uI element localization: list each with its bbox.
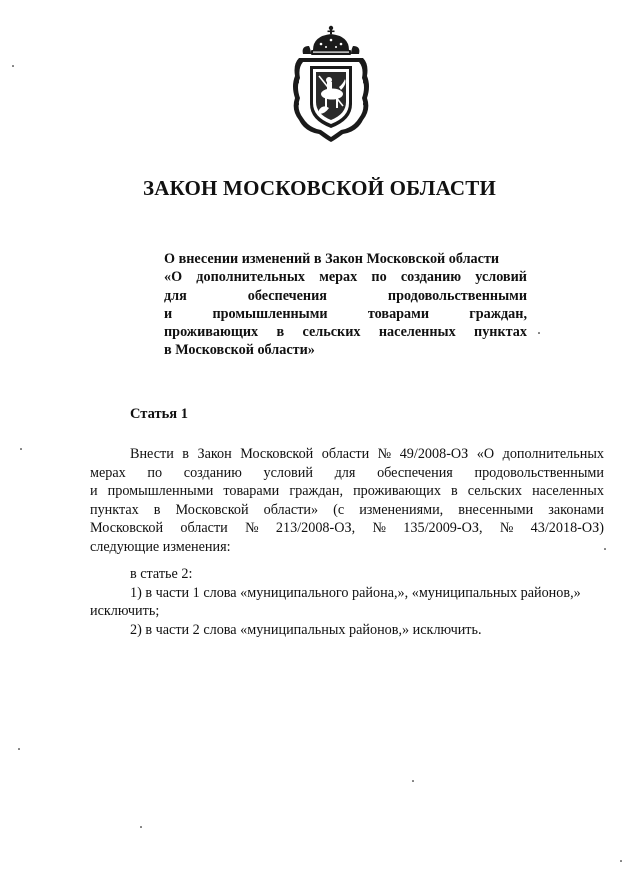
article-heading: Статья 1: [130, 406, 188, 422]
word: Московской: [175, 501, 249, 518]
word: области»: [263, 501, 319, 518]
change-item-1-cont: исключить;: [90, 603, 160, 620]
paragraph-line: [90, 519, 604, 538]
word: условий: [475, 269, 527, 286]
word: 213/2008-ОЗ,: [275, 520, 356, 537]
word: (с: [333, 501, 345, 518]
word: пунктах: [474, 324, 527, 341]
word: Закон: [197, 446, 232, 462]
word: в: [276, 324, 285, 341]
word: 135/2009-ОЗ,: [403, 520, 483, 537]
word: созданию: [183, 464, 242, 481]
word: и: [90, 483, 98, 500]
word: граждан,: [469, 305, 527, 322]
subject-line-justified: [164, 323, 527, 341]
scan-speck: [538, 332, 540, 334]
subject-line-justified: [164, 287, 527, 305]
word: населенных: [532, 483, 604, 500]
word: «О: [476, 446, 495, 462]
word: проживающих: [353, 483, 441, 500]
subject-line-justified: [164, 268, 527, 286]
change-item-1: 1) в части 1 слова «муниципального района,», «муниципальных районов,»: [130, 584, 581, 601]
subject-line: в Московской области»: [164, 342, 315, 359]
word: пунктах: [90, 501, 139, 518]
word: области: [321, 446, 370, 462]
word: внесенными: [458, 501, 534, 518]
word: обеспечения: [247, 287, 327, 304]
word: для: [334, 464, 356, 481]
word: граждан,: [289, 483, 343, 500]
word: дополнительных: [502, 446, 604, 462]
word: продовольственными: [387, 287, 527, 304]
word: дополнительных: [196, 269, 306, 286]
changes-list: [90, 565, 604, 639]
word: и: [164, 305, 173, 322]
word: в: [153, 501, 161, 518]
paragraph-line: [90, 501, 604, 520]
word: промышленными: [212, 305, 328, 322]
word: по: [371, 269, 387, 286]
paragraph-line: следующие изменения:: [90, 538, 231, 555]
change-item-2: 2) в части 2 слова «муниципальных районов,» исключить.: [130, 621, 482, 638]
moscow-oblast-coat-of-arms-icon: [283, 24, 379, 144]
word: населенных: [378, 324, 456, 341]
word: №: [372, 520, 386, 537]
word: Внести: [130, 446, 174, 462]
word: Московской: [240, 446, 314, 462]
word: в: [451, 483, 458, 500]
word: сельских: [302, 324, 361, 341]
word: законами: [548, 501, 604, 518]
word: №: [245, 520, 259, 537]
scan-speck: [412, 780, 414, 782]
paragraph-line: [90, 464, 604, 483]
word: Московской: [90, 520, 164, 537]
scan-speck: [18, 748, 20, 750]
word: мерах: [90, 464, 126, 481]
word: созданию: [400, 269, 462, 286]
word: изменениями,: [359, 501, 444, 518]
word: продовольственными: [474, 464, 604, 481]
word: «О: [164, 269, 183, 286]
word: товарами: [223, 483, 280, 500]
word: для: [164, 287, 187, 304]
word: условий: [263, 464, 313, 481]
scan-speck: [620, 860, 622, 862]
word: по: [147, 464, 163, 481]
word: проживающих: [164, 324, 259, 341]
word: товарами: [367, 305, 429, 322]
word: №: [377, 446, 392, 462]
subject-line-justified: [164, 305, 527, 323]
article-paragraph: [90, 445, 604, 557]
changes-intro: в статье 2:: [130, 566, 193, 582]
word: мерах: [319, 269, 358, 286]
word: обеспечения: [377, 464, 453, 481]
scan-speck: [12, 65, 14, 67]
word: промышленными: [107, 483, 214, 500]
word: №: [499, 520, 514, 537]
paragraph-line: [90, 445, 604, 464]
scan-speck: [604, 548, 606, 550]
scan-speck: [140, 826, 142, 828]
law-subject: [164, 250, 527, 360]
word: области: [180, 520, 228, 537]
word: сельских: [467, 483, 522, 500]
page-title: ЗАКОН МОСКОВСКОЙ ОБЛАСТИ: [142, 176, 497, 200]
scan-speck: [20, 448, 22, 450]
paragraph-line: [90, 482, 604, 501]
word: 43/2018-ОЗ): [530, 520, 604, 537]
word: 49/2008-ОЗ: [399, 446, 469, 462]
word: в: [182, 446, 189, 462]
subject-line: О внесении изменений в Закон Московской области: [164, 251, 500, 267]
